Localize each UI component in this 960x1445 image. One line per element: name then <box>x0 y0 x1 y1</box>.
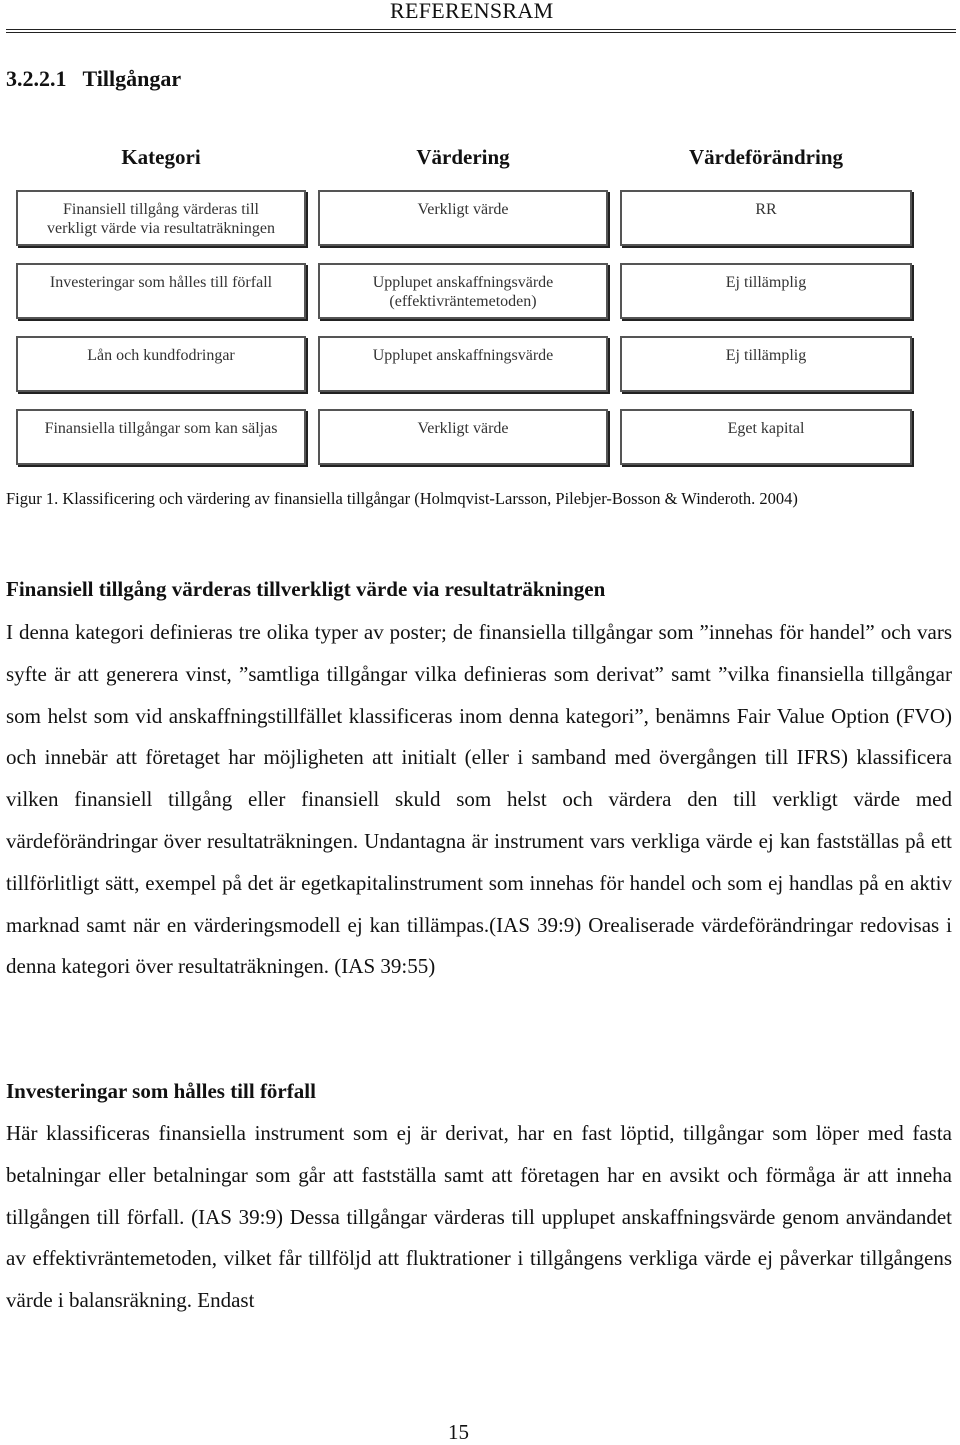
paragraph-text: I denna kategori definieras tre olika typer av poster; de finansiella tillgångar som ”innehas för handel” och vars syfte är att generera vinst, ”samtliga tillgångar vilka definieras som derivat” samt ”vilka finansiella tillgångar som helst som vid anskaffningstillfället klassificeras inom denna kategori”, benämns Fair Value Option (FVO) och innebär att företaget har möjligheten att initialt (eller i samband med övergången till IFRS) klassificera vilken finansiell tillgång eller finansiell skuld som helst och värdera den till verkligt värde med värdeförändringar över resultaträkningen. Undantagna är instrument vars verkliga värde ej kan fastställas på ett tillförlitligt sätt, exempel på det är egetkapitalinstrument som innehas för handel och som ej handlas på en aktiv marknad samt när en värderingsmodell ej kan tillämpas.(IAS 39:9) Orealiserade värdeförändringar redovisas i denna kategori över resultaträkningen. (IAS 39:55) <box>6 620 952 979</box>
section-heading <box>6 66 181 92</box>
cell-line: Finansiella tillgångar som kan säljas <box>44 420 278 437</box>
page-number: 15 <box>448 1420 469 1444</box>
cell-line: Ej tillämplig <box>725 347 807 364</box>
figure-cell-valuation <box>318 336 608 392</box>
cell-line: Upplupet anskaffningsvärde <box>372 347 554 364</box>
figure-cell-valuation <box>318 263 608 319</box>
figure-cell-category <box>16 409 306 465</box>
cell-line: Verkligt värde <box>417 201 509 218</box>
header-rule <box>6 29 956 30</box>
cell-line: verkligt värde via resultaträkningen <box>47 220 275 237</box>
column-heading-vardeforandring: Värdeförändring <box>689 145 843 169</box>
figure-cell-category <box>16 190 306 246</box>
figure-cell-category <box>16 263 306 319</box>
cell-line: Investeringar som hålles till förfall <box>49 274 273 291</box>
section-number: 3.2.2.1 <box>6 66 67 91</box>
figure-cell-change <box>620 263 912 319</box>
cell-line: Eget kapital <box>727 420 805 437</box>
paragraph-heading: Investeringar som hålles till förfall <box>6 1079 316 1103</box>
cell-line: Verkligt värde <box>417 420 509 437</box>
column-heading-kategori: Kategori <box>121 145 201 169</box>
cell-line: RR <box>755 201 777 218</box>
header-rule-double <box>6 32 956 33</box>
figure-cell-change <box>620 409 912 465</box>
column-heading-vardering: Värdering <box>416 145 510 169</box>
figure-cell-category <box>16 336 306 392</box>
running-header: REFERENSRAM <box>390 0 554 23</box>
figure-cell-change <box>620 336 912 392</box>
figure-caption: Figur 1. Klassificering och värdering av finansiella tillgångar (Holmqvist-Larsson, Pilebjer-Bosson & Winderoth. 2004) <box>6 489 798 508</box>
section-title: Tillgångar <box>82 66 182 91</box>
cell-line: (effektivräntemetoden) <box>389 293 537 310</box>
figure-cell-valuation <box>318 190 608 246</box>
figure-cell-change <box>620 190 912 246</box>
cell-line: Upplupet anskaffningsvärde <box>372 274 554 291</box>
cell-line: Lån och kundfodringar <box>87 347 235 364</box>
paragraph-heading: Finansiell tillgång värderas tillverkligt värde via resultaträkningen <box>6 577 606 601</box>
paragraph-text: Här klassificeras finansiella instrument som ej är derivat, har en fast löptid, tillgångar som löper med fasta betalningar eller betalningar som går att fastställa samt att företagen har en avsikt och förmåga är att inneha tillgången till förfall. (IAS 39:9) Dessa tillgångar värderas till upplupet anskaffningsvärde genom användandet av effektivräntemetoden, vilket får tillföljd att fluktrationer i tillgångens verkliga värde ej påverkar tillgångens värde i balansräkning. Endast <box>6 1121 952 1313</box>
cell-line: Ej tillämplig <box>725 274 807 291</box>
cell-line: Finansiell tillgång värderas till <box>63 201 259 218</box>
figure-cell-valuation <box>318 409 608 465</box>
